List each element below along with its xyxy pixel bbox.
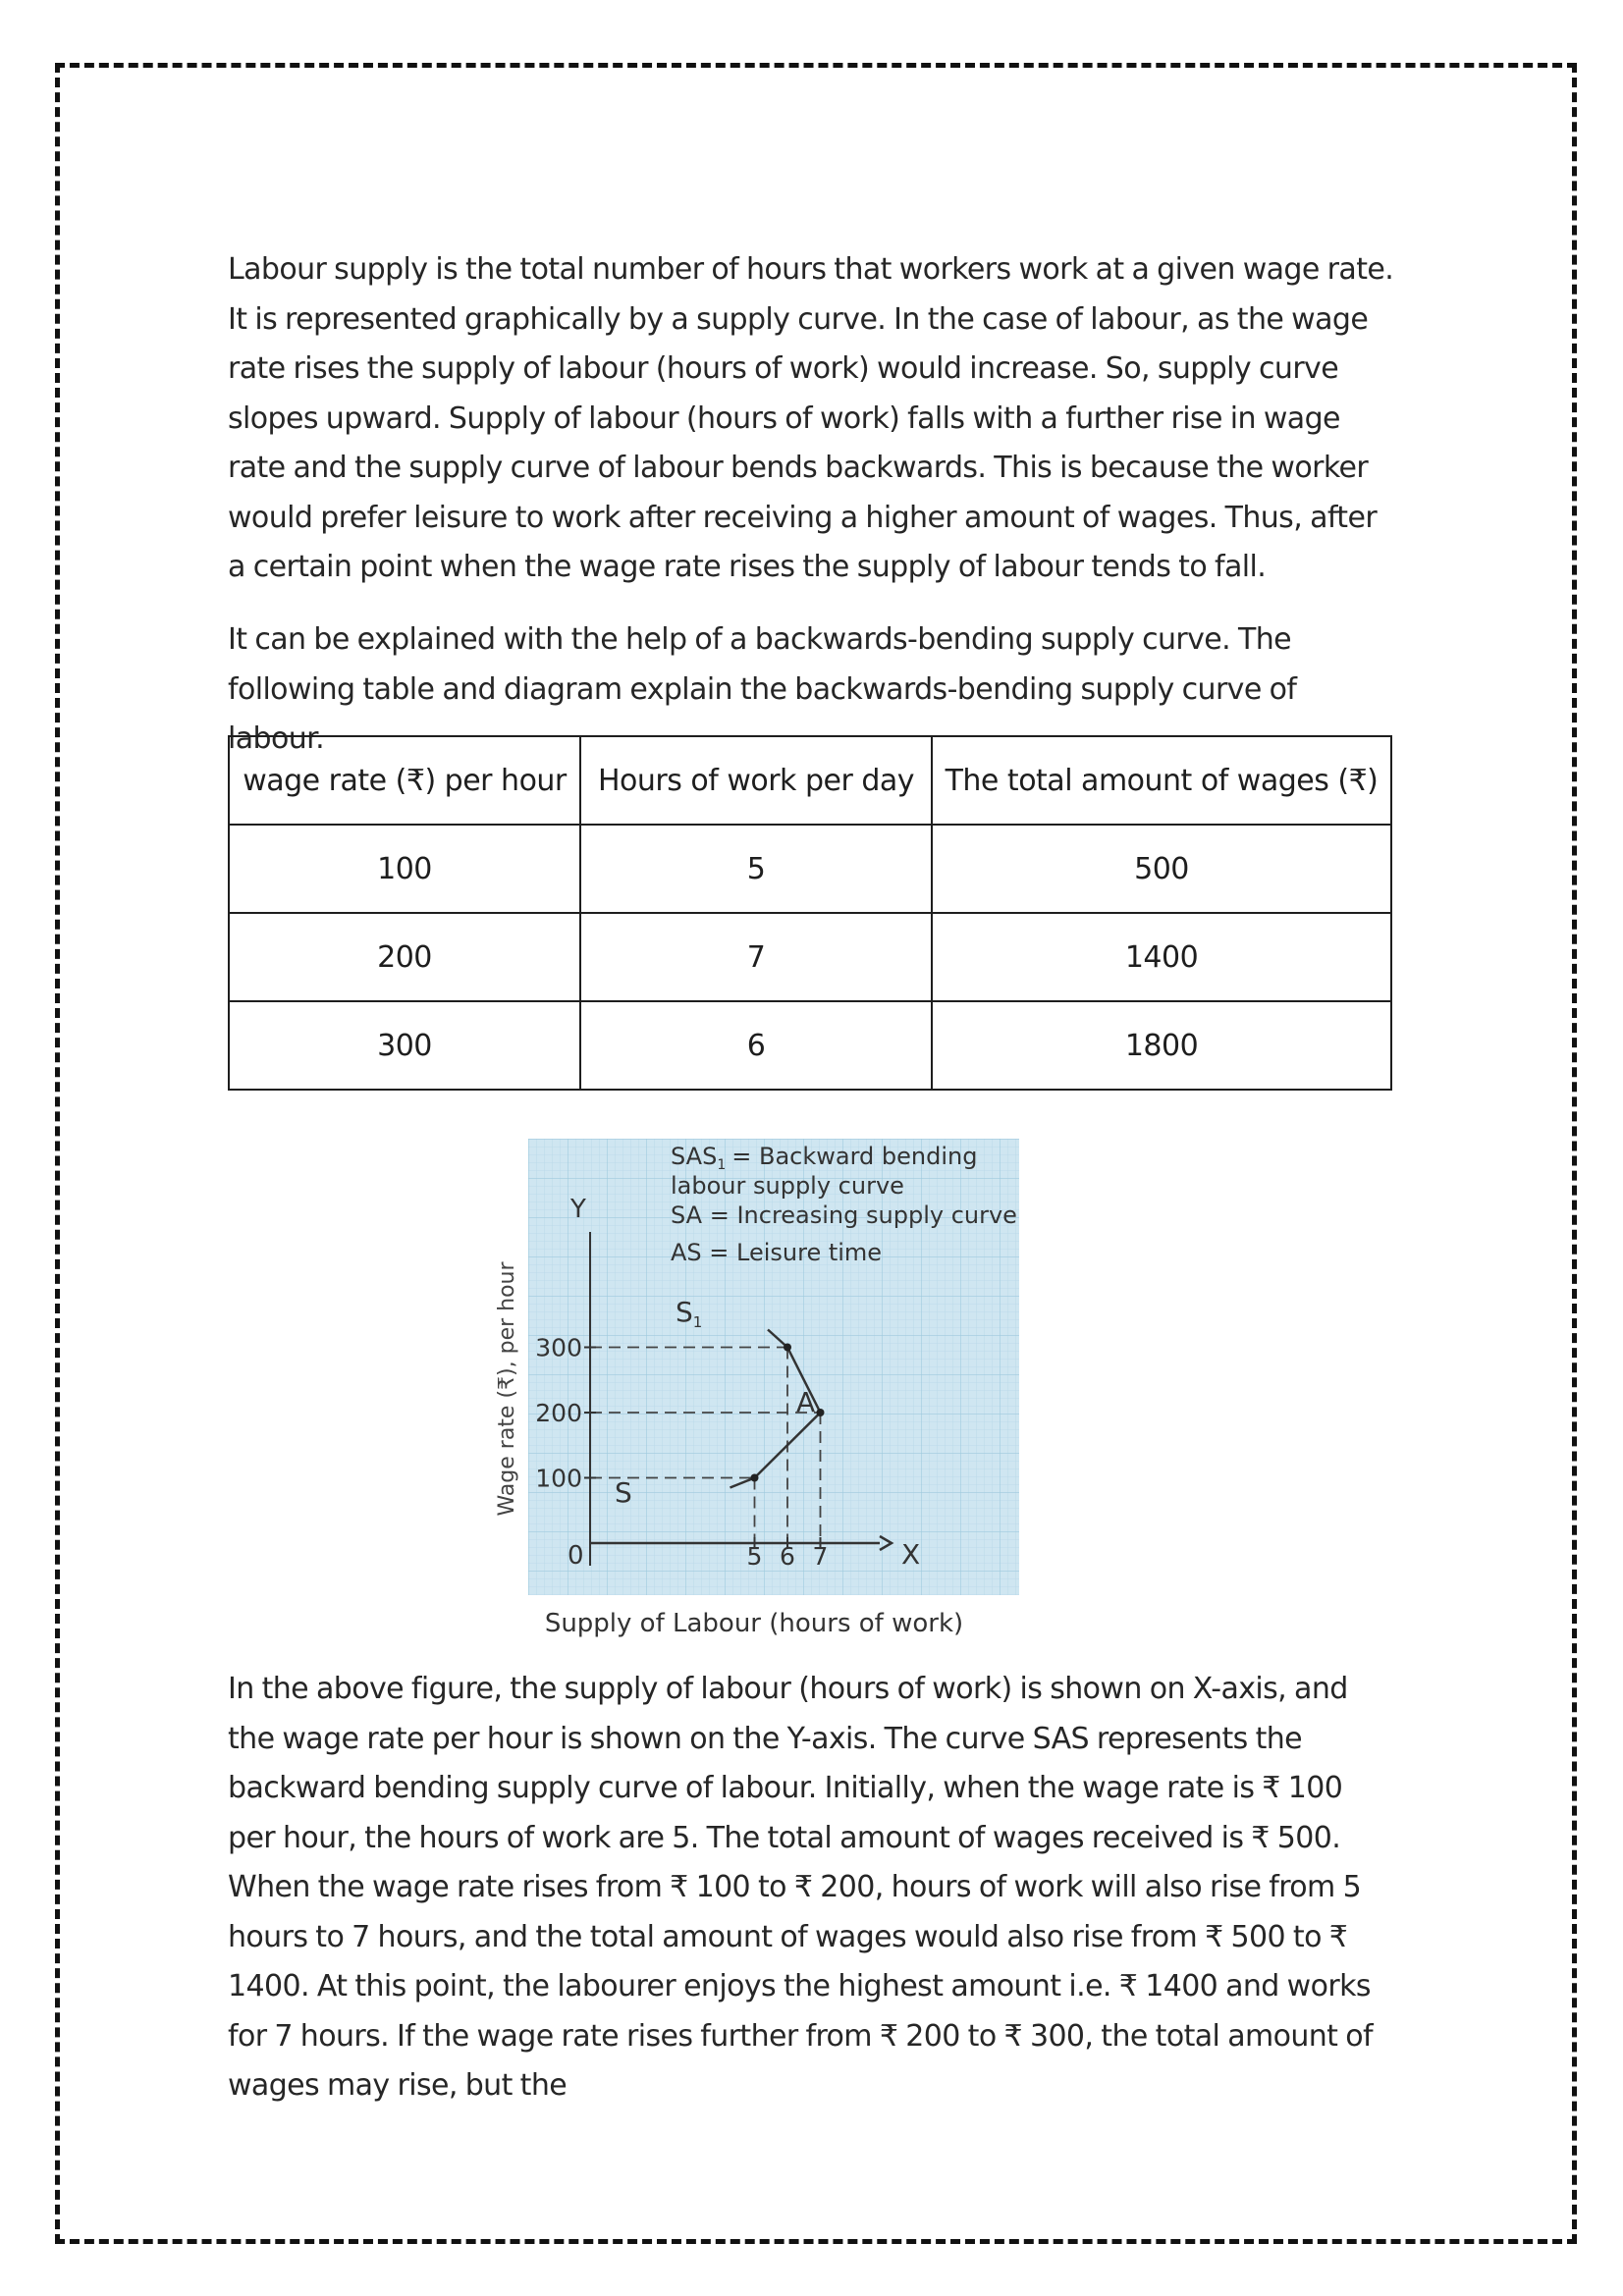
- header-wage-rate: wage rate (₹) per hour: [229, 736, 580, 825]
- paragraph-figure-explanation: In the above figure, the supply of labour (hours of work) is shown on X-axis, and the wage rate per hour is shown on the Y-axis. The curve SAS represents the backward bending supply curve of labour. Initially, when the wage rate is ₹ 100 per hour, the hours of work are 5. The total amount of wages received is ₹ 500. When the wage rate rises from ₹ 100 to ₹ 200, hours of work will also rise from 5 hours to 7 hours, and the total amount of wages would also rise from ₹ 500 to ₹ 1400. At this point, the labourer enjoys the highest amount i.e. ₹ 1400 and works for 7 hours. If the wage rate rises further from ₹ 200 to ₹ 300, the total amount of wages may rise, but the: [228, 1672, 1373, 2103]
- table-cell: 200: [229, 913, 580, 1001]
- legend-line-3: SA = Increasing supply curve: [671, 1201, 1017, 1229]
- legend-line-2: labour supply curve: [671, 1172, 904, 1200]
- table-header-row: [229, 736, 1391, 825]
- x-tick-label: 7: [812, 1542, 829, 1571]
- header-hours-of-work: Hours of work per day: [580, 736, 932, 825]
- table-row: [229, 1001, 1391, 1090]
- legend-line-4: AS = Leisure time: [671, 1239, 883, 1266]
- legend-line-1: $SAS_1$ = Backward bending: [671, 1143, 978, 1173]
- table-row: [229, 825, 1391, 913]
- table-row: [229, 913, 1391, 1001]
- y-tick-label: 300: [535, 1333, 582, 1362]
- x-tick-label: 5: [746, 1542, 763, 1571]
- data-point: [751, 1474, 759, 1482]
- data-point: [817, 1409, 825, 1416]
- header-total-wages: The total amount of wages (₹): [932, 736, 1391, 825]
- table-cell: 5: [580, 825, 932, 913]
- table-cell: 6: [580, 1001, 932, 1090]
- y-tick-label: 200: [535, 1399, 582, 1427]
- paragraph-explanation: It can be explained with the help of a backwards-bending supply curve. The following table and diagram explain the backwards-bending supply curve of labour.: [228, 622, 1297, 756]
- x-tick-label: 6: [780, 1542, 795, 1571]
- table-cell: 1400: [932, 913, 1391, 1001]
- x-axis-letter: X: [901, 1538, 921, 1571]
- paragraph-intro: Labour supply is the total number of hours that workers work at a given wage rate. It is represented graphically by a supply curve. In the case of labour, as the wage rate rises the supply of labour (hours of work) would increase. So, supply curve slopes upward. Supply of labour (hours of work) falls with a further rise in wage rate and the supply curve of labour bends backwards. This is because the worker would prefer leisure to work after receiving a higher amount of wages. Thus, after a certain point when the wage rate rises the supply of labour tends to fall.: [228, 252, 1394, 584]
- point-label-s1: $S_1$: [676, 1296, 703, 1331]
- supply-curve-figure: [489, 1139, 1019, 1639]
- table-cell: 7: [580, 913, 932, 1001]
- point-label-s: S: [615, 1476, 632, 1509]
- point-label-a: A: [796, 1386, 816, 1418]
- origin-label: 0: [568, 1541, 584, 1571]
- supply-curve-chart: [489, 1139, 1019, 1639]
- table-cell: 100: [229, 825, 580, 913]
- y-axis-title: Wage rate (₹), per hour: [495, 1261, 519, 1517]
- y-tick-label: 100: [535, 1464, 582, 1493]
- y-axis-letter: Y: [570, 1195, 586, 1224]
- x-axis-title: Supply of Labour (hours of work): [544, 1609, 964, 1638]
- table-cell: 500: [932, 825, 1391, 913]
- table-cell: 1800: [932, 1001, 1391, 1090]
- table-cell: 300: [229, 1001, 580, 1090]
- wage-table: [228, 735, 1392, 1091]
- data-point: [784, 1344, 791, 1352]
